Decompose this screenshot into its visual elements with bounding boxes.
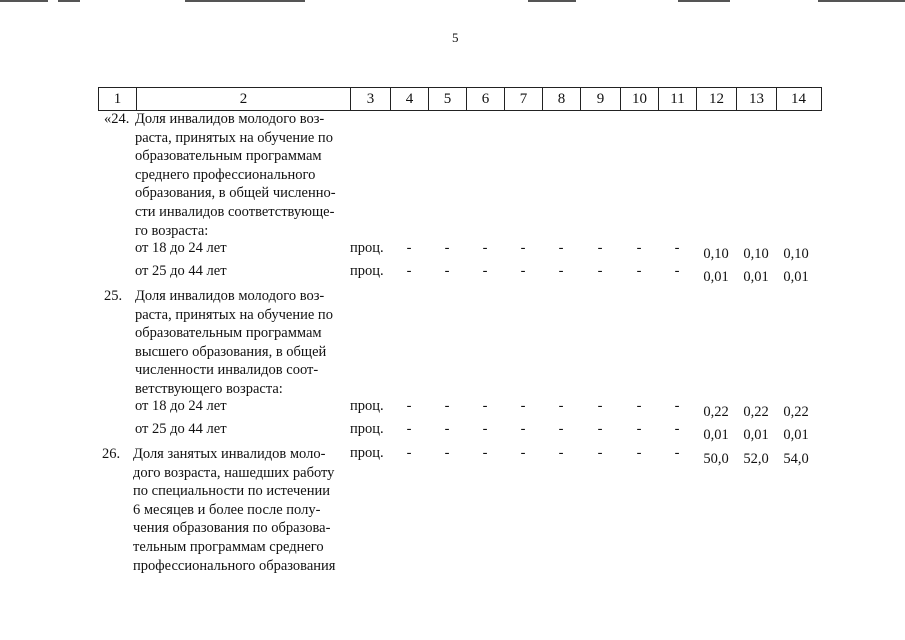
age-range-label: от 25 до 44 лет (135, 263, 227, 279)
dash-cell: - (558, 421, 564, 437)
dash-cell: - (597, 263, 603, 279)
dash-cell: - (444, 421, 450, 437)
table-row (98, 240, 820, 260)
value-cell: 0,10 (703, 246, 729, 262)
table-header-row (98, 87, 822, 111)
dash-cell: - (597, 421, 603, 437)
unit-cell: проц. (350, 445, 384, 461)
dash-cell: - (444, 398, 450, 414)
unit-cell: проц. (350, 263, 384, 279)
header-col-4: 4 (391, 88, 429, 110)
item-number: «24. (104, 111, 130, 127)
header-col-12: 12 (697, 88, 737, 110)
header-col-9: 9 (581, 88, 621, 110)
page-number: 5 (452, 30, 459, 45)
dash-cell: - (674, 240, 680, 256)
dash-cell: - (558, 445, 564, 461)
header-col-2: 2 (137, 88, 351, 110)
dash-cell: - (558, 398, 564, 414)
dash-cell: - (520, 445, 526, 461)
scan-edge-line (678, 0, 730, 2)
dash-cell: - (674, 398, 680, 414)
dash-cell: - (674, 421, 680, 437)
unit-cell: проц. (350, 240, 384, 256)
dash-cell: - (520, 263, 526, 279)
value-cell: 0,10 (743, 246, 769, 262)
item-description: Доля инвалидов молодого воз- раста, принятых на обучение по образовательным программам среднего профессионального образования, в общей численно- сти инвалидов соответствующе- го возраста: (135, 111, 336, 239)
dash-cell: - (444, 445, 450, 461)
dash-cell: - (520, 421, 526, 437)
dash-cell: - (520, 240, 526, 256)
dash-cell: - (636, 240, 642, 256)
dash-cell: - (674, 263, 680, 279)
dash-cell: - (406, 445, 412, 461)
value-cell: 0,22 (703, 404, 729, 420)
age-range-label: от 18 до 24 лет (135, 398, 227, 414)
unit-cell: проц. (350, 398, 384, 414)
value-cell: 52,0 (743, 451, 769, 467)
header-col-7: 7 (505, 88, 543, 110)
dash-cell: - (406, 240, 412, 256)
dash-cell: - (444, 240, 450, 256)
value-cell: 0,01 (703, 427, 729, 443)
dash-cell: - (636, 421, 642, 437)
header-col-6: 6 (467, 88, 505, 110)
dash-cell: - (674, 445, 680, 461)
dash-cell: - (482, 421, 488, 437)
item-number: 25. (104, 288, 123, 304)
value-cell: 0,01 (703, 269, 729, 285)
item-description: Доля занятых инвалидов моло- дого возраста, нашедших работу по специальности по истечении 6 месяцев и более после полу- чения образования по образова- тельным программам среднего профессионального образования (133, 446, 336, 574)
value-cell: 0,01 (783, 427, 809, 443)
dash-cell: - (444, 263, 450, 279)
value-cell: 0,22 (783, 404, 809, 420)
dash-cell: - (482, 398, 488, 414)
dash-cell: - (636, 263, 642, 279)
dash-cell: - (482, 445, 488, 461)
header-col-8: 8 (543, 88, 581, 110)
scan-edge-line (528, 0, 576, 2)
header-col-10: 10 (621, 88, 659, 110)
dash-cell: - (482, 263, 488, 279)
value-cell: 0,01 (743, 269, 769, 285)
dash-cell: - (636, 445, 642, 461)
header-col-5: 5 (429, 88, 467, 110)
dash-cell: - (406, 421, 412, 437)
scan-edge-line (185, 0, 305, 2)
age-range-label: от 25 до 44 лет (135, 421, 227, 437)
value-cell: 0,01 (743, 427, 769, 443)
unit-cell: проц. (350, 421, 384, 437)
dash-cell: - (482, 240, 488, 256)
scan-edge-line (58, 0, 80, 2)
item-number: 26. (102, 446, 121, 462)
value-cell: 0,22 (743, 404, 769, 420)
dash-cell: - (636, 398, 642, 414)
table-row (98, 445, 820, 465)
dash-cell: - (558, 240, 564, 256)
item-description: Доля инвалидов молодого воз- раста, принятых на обучение по образовательным программам высшего образования, в общей численности инвалидов соот- ветствующего возраста: (135, 288, 333, 397)
dash-cell: - (558, 263, 564, 279)
age-range-label: от 18 до 24 лет (135, 240, 227, 256)
header-col-1: 1 (99, 88, 137, 110)
dash-cell: - (597, 445, 603, 461)
dash-cell: - (406, 263, 412, 279)
dash-cell: - (597, 398, 603, 414)
value-cell: 0,01 (783, 269, 809, 285)
value-cell: 0,10 (783, 246, 809, 262)
header-col-3: 3 (351, 88, 391, 110)
table-row (98, 421, 820, 441)
header-col-11: 11 (659, 88, 697, 110)
dash-cell: - (520, 398, 526, 414)
value-cell: 54,0 (783, 451, 809, 467)
dash-cell: - (406, 398, 412, 414)
scan-edge-line (0, 0, 48, 2)
header-col-14: 14 (791, 91, 806, 107)
header-col-13: 13 (737, 88, 777, 110)
scan-edge-line (818, 0, 905, 2)
value-cell: 50,0 (703, 451, 729, 467)
table-row (98, 398, 820, 418)
table-row (98, 263, 820, 283)
dash-cell: - (597, 240, 603, 256)
